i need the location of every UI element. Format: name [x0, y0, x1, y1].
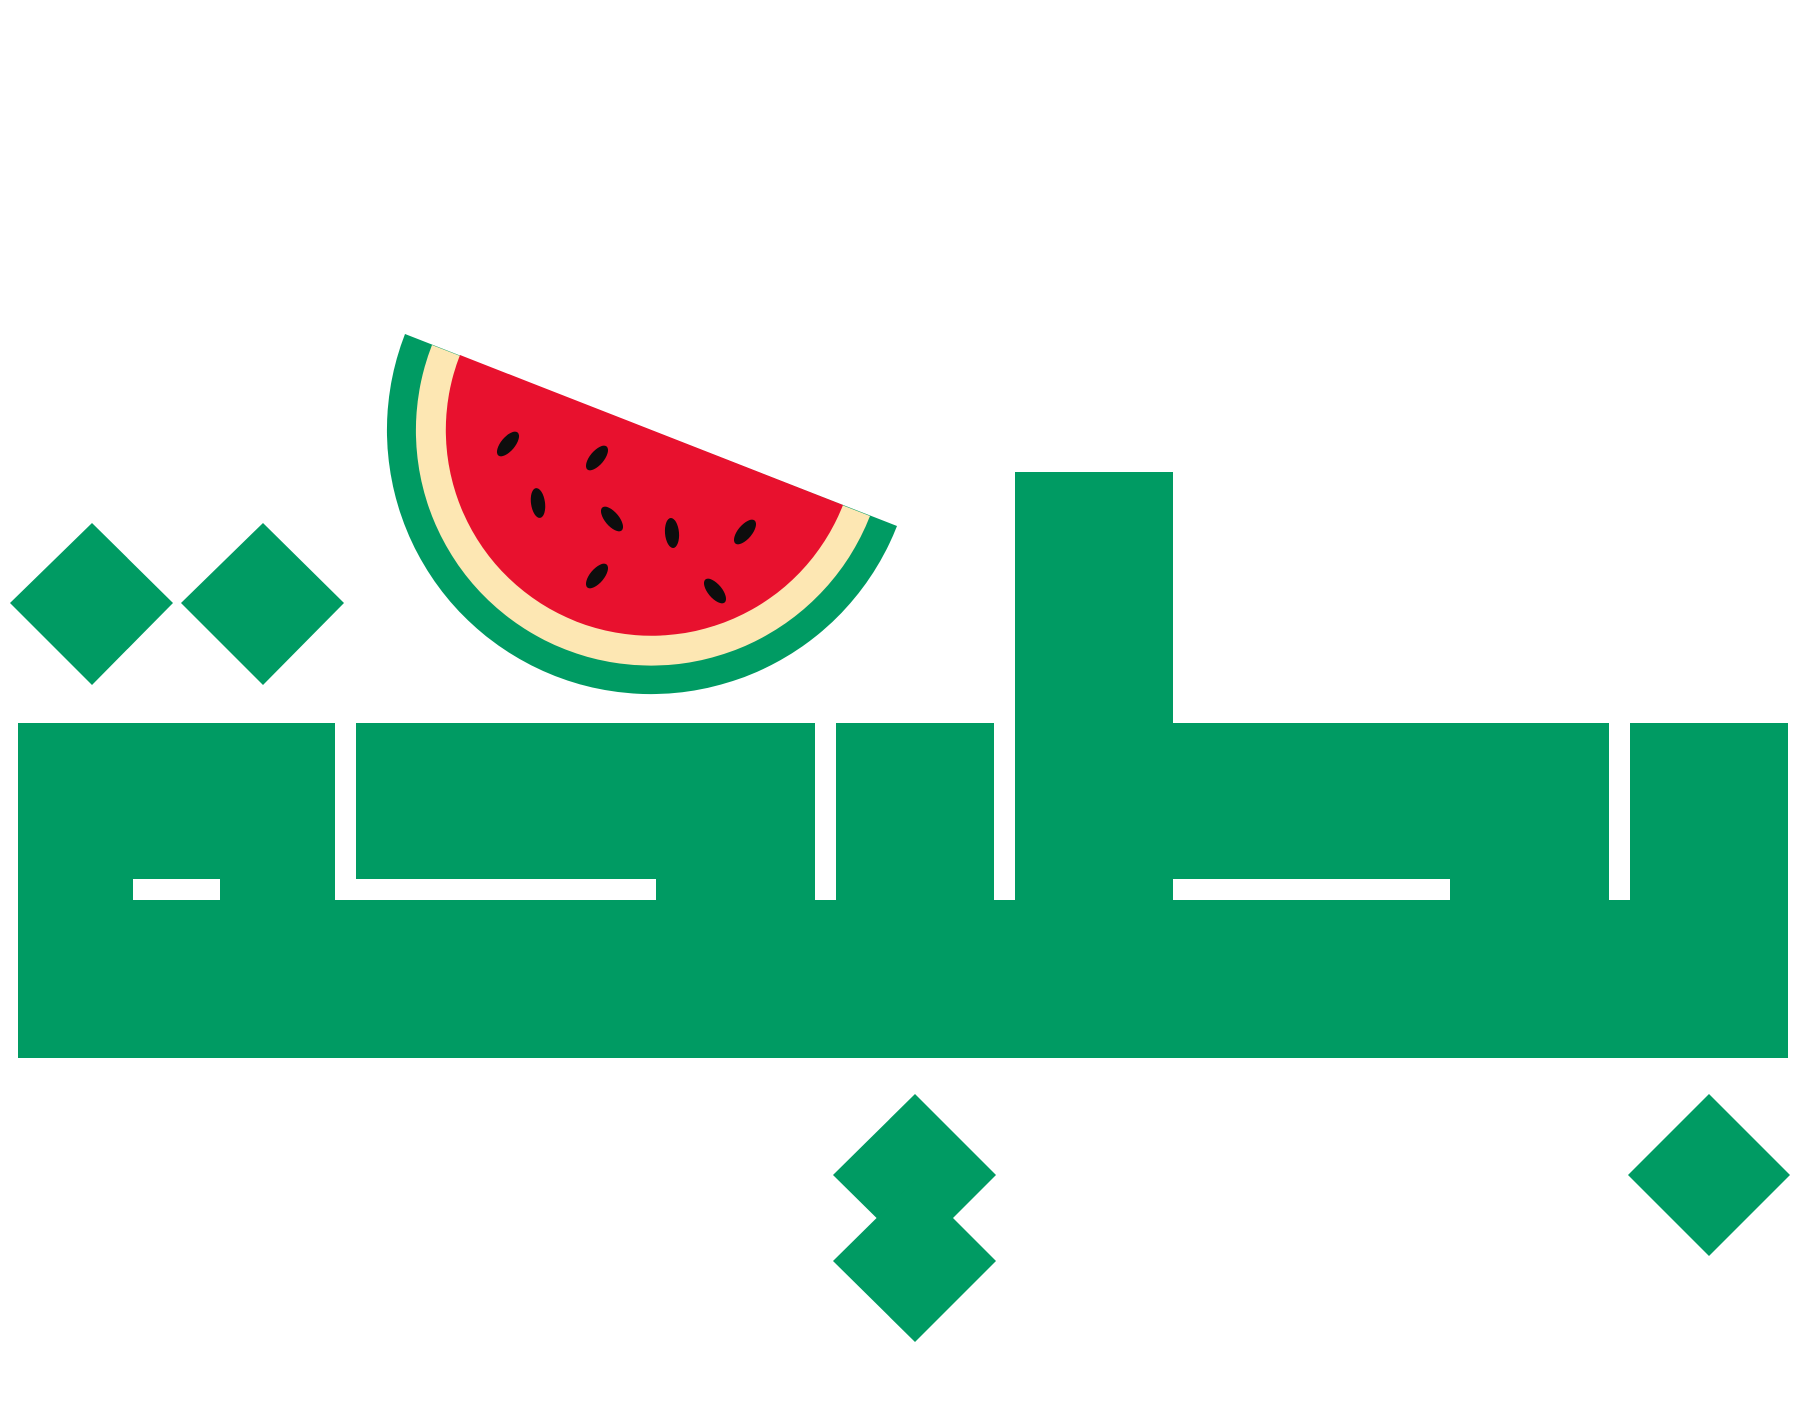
letter-yaa	[836, 723, 994, 1058]
yaa-dot-lower	[833, 1180, 996, 1342]
taa-marbuta-dot-right	[181, 523, 344, 685]
baseline-join	[1607, 900, 1632, 1058]
watermelon-slice-icon	[387, 334, 897, 694]
letter-khaa	[356, 723, 815, 1058]
baseline-join	[334, 900, 358, 1058]
letter-taa-marbuta	[18, 723, 335, 1058]
baseline-join	[992, 900, 1017, 1058]
kufic-letters	[10, 472, 1790, 1342]
letter-baa	[1630, 723, 1788, 1058]
taa-marbuta-dot-left	[10, 523, 173, 685]
baseline-join	[813, 900, 838, 1058]
baa-dot	[1628, 1094, 1790, 1256]
letter-taa	[1015, 472, 1609, 1058]
